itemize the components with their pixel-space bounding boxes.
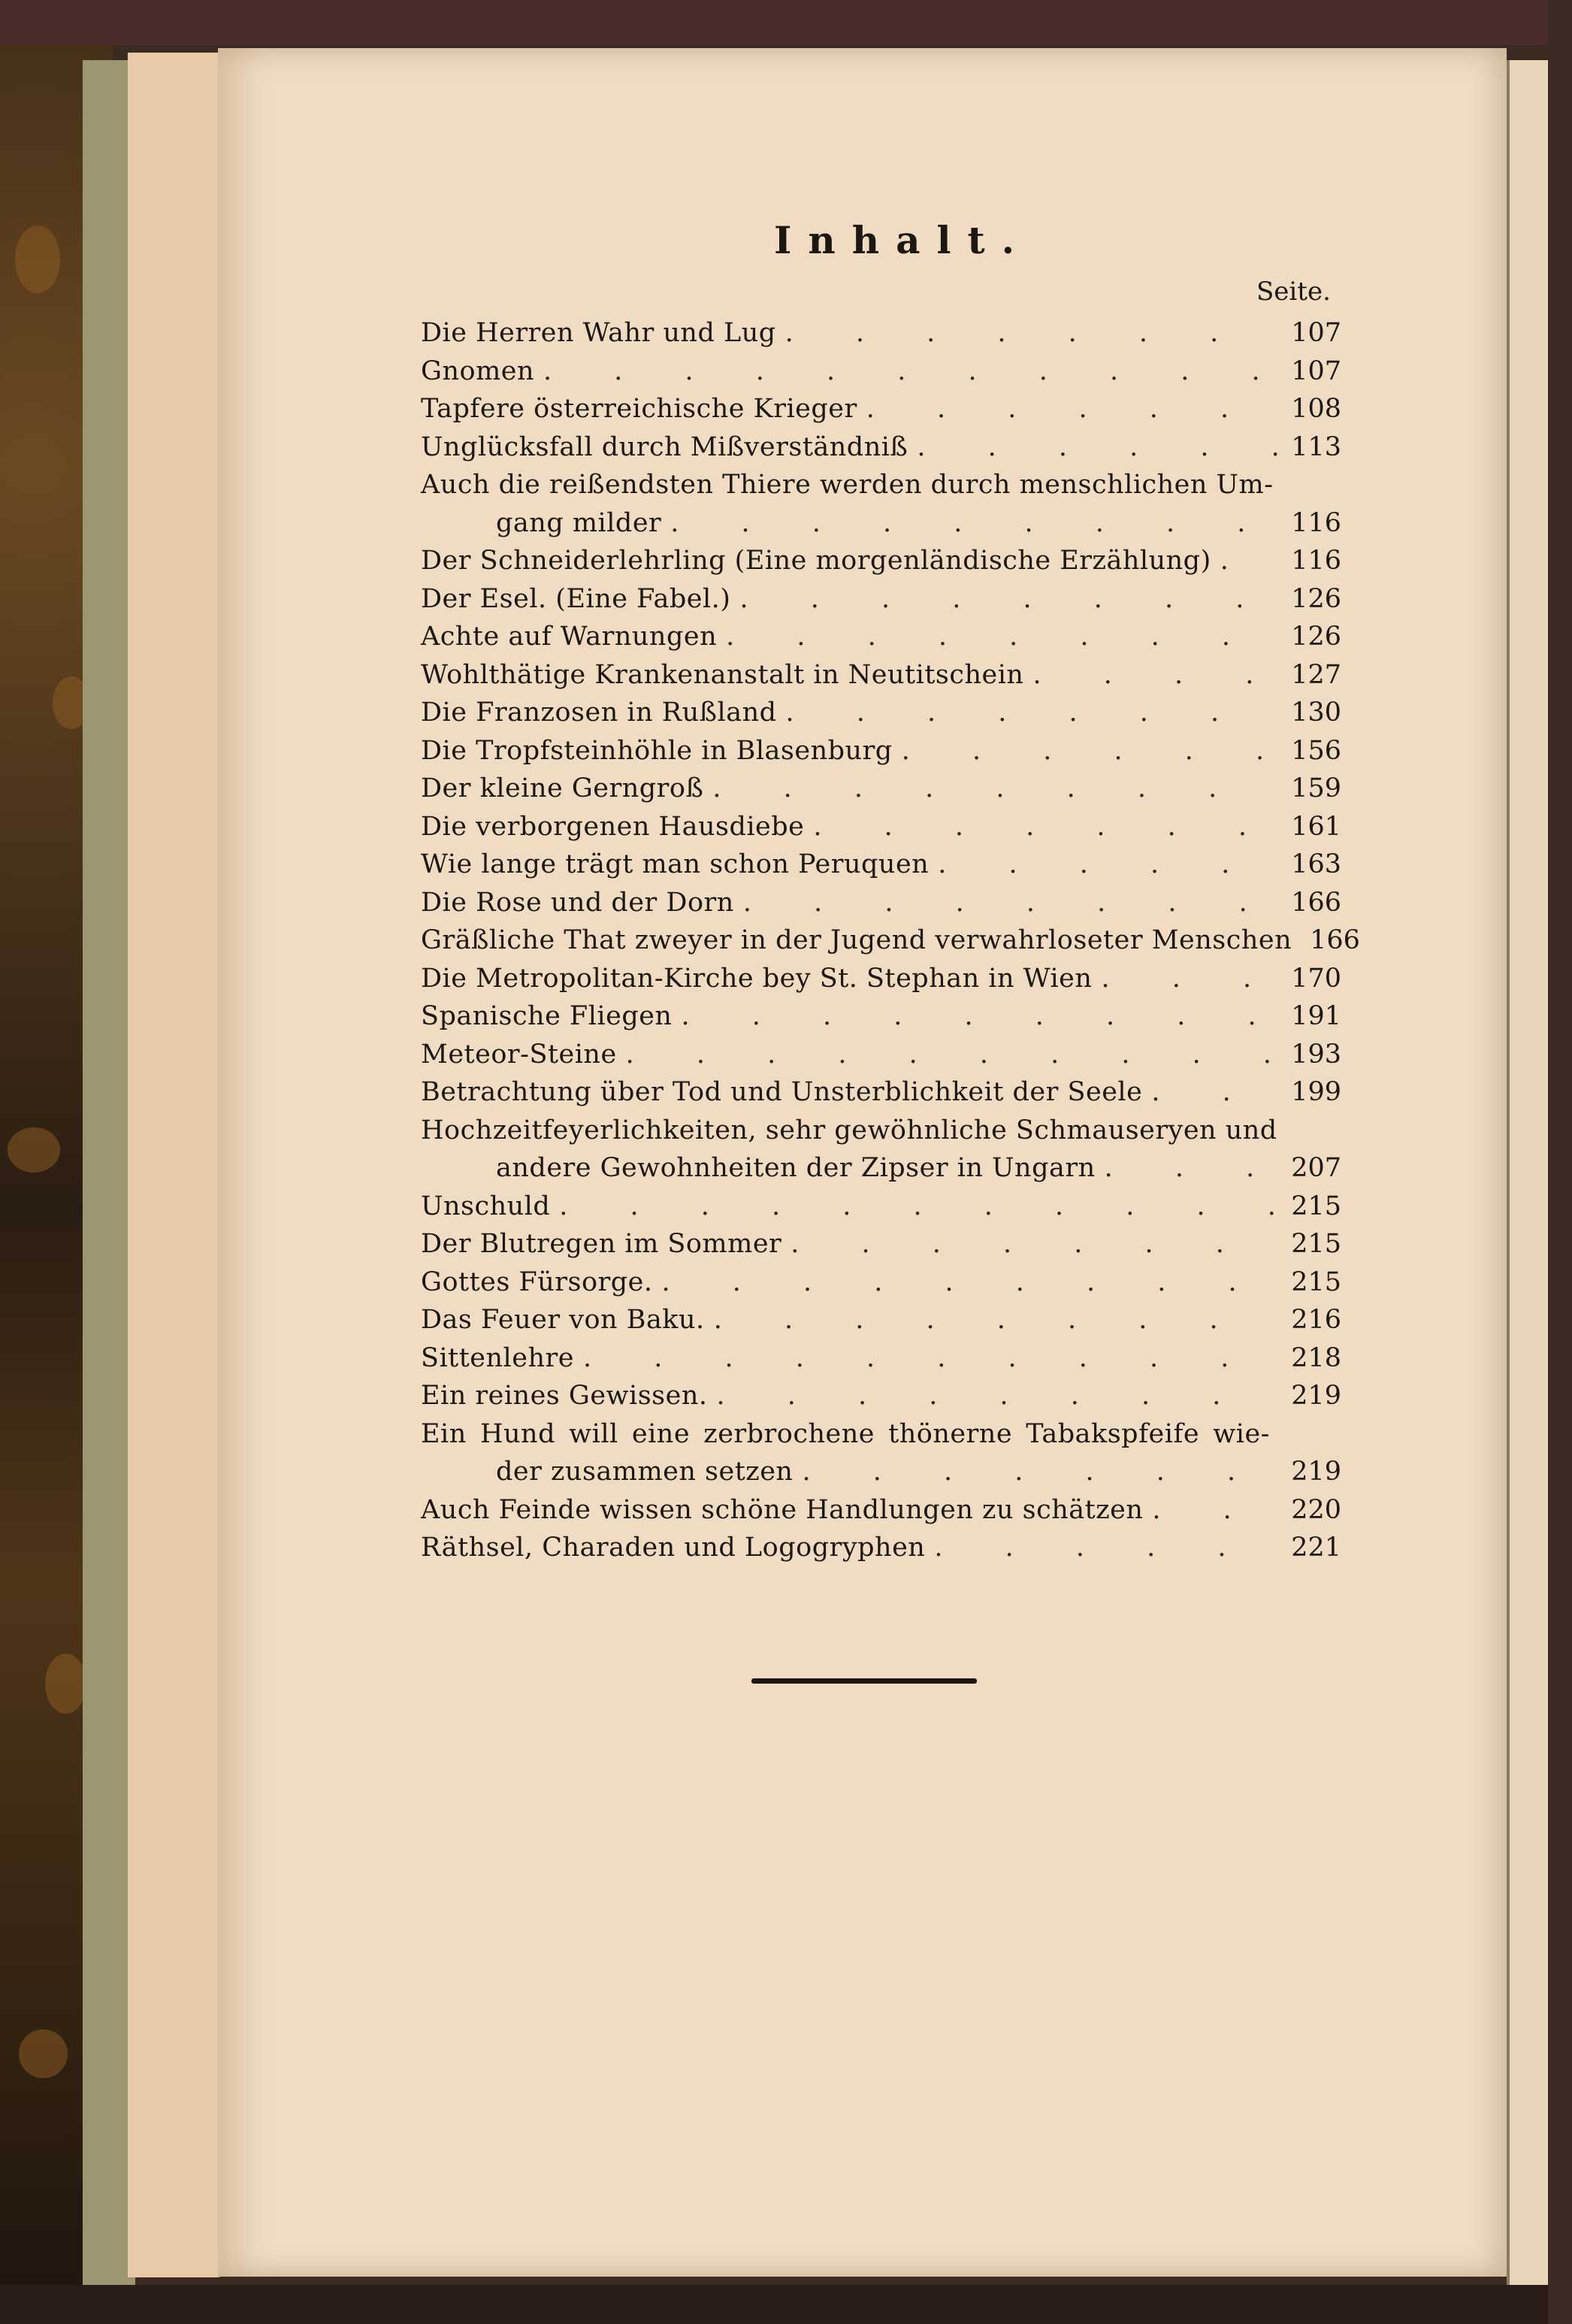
page-title: Inhalt.	[774, 218, 1031, 262]
toc-leader-dots	[712, 770, 1278, 807]
toc-entry-line	[421, 1339, 1341, 1377]
toc-entry-line	[421, 960, 1341, 997]
toc-entry-line	[421, 353, 1341, 390]
toc-page-number: 116	[1291, 546, 1341, 576]
toc-page-number: 107	[1291, 356, 1341, 386]
toc-entry-line	[421, 314, 1341, 352]
toc-page-number: 216	[1291, 1305, 1341, 1335]
toc-entry-line	[421, 770, 1341, 807]
toc-entry-continuation: andere Gewohnheiten der Zipser in Ungarn	[496, 1153, 1096, 1183]
toc-page-number: 108	[1291, 394, 1341, 424]
toc-leader-dots	[1152, 1491, 1278, 1529]
toc-page-number: 191	[1291, 1001, 1341, 1031]
toc-leader-dots	[714, 1301, 1278, 1339]
toc-entry-title: Der Blutregen im Sommer	[421, 1229, 782, 1259]
toc-entry-title: Unschuld	[421, 1191, 551, 1221]
toc-entry-title: Der Schneiderlehrling (Eine morgenländische Erzählung)	[421, 546, 1211, 576]
toc-leader-dots	[802, 1453, 1278, 1490]
toc-entry-title: Die Franzosen in Rußland	[421, 698, 777, 728]
toc-entry-title: Unglücksfall durch Mißverständniß	[421, 431, 908, 462]
toc-entry-line	[421, 428, 1341, 466]
toc-entry-line	[421, 390, 1341, 428]
toc-entry-line	[421, 1301, 1341, 1339]
toc-leader-dots	[938, 846, 1278, 883]
toc-entry-title: Auch die reißendsten Thiere werden durch menschlichen Um-	[421, 470, 1274, 500]
toc-entry-title: Die Rose und der Dorn	[421, 887, 734, 918]
toc-leader-dots	[717, 1377, 1278, 1415]
toc-entry-line	[421, 1073, 1341, 1111]
toc-entry-title: Hochzeitfeyerlichkeiten, sehr gewöhnliche Schmauseryen und	[421, 1115, 1277, 1145]
toc-entry-line	[421, 1188, 1341, 1225]
toc-entry-title: Betrachtung über Tod und Unsterblichkeit der Seele	[421, 1077, 1143, 1107]
toc-leader-dots	[743, 884, 1278, 921]
toc-page-number: 207	[1291, 1153, 1341, 1183]
toc-entry-line	[421, 1529, 1341, 1566]
binding-bottom	[0, 2285, 1572, 2324]
closing-rule	[751, 1678, 977, 1684]
toc-leader-dots	[791, 1225, 1278, 1263]
toc-entry-line	[496, 504, 1341, 542]
toc-entry-title: Räthsel, Charaden und Logogryphen	[421, 1533, 926, 1563]
toc-entry-line	[421, 921, 1360, 959]
toc-entry-title: Die Metropolitan-Kirche bey St. Stephan in Wien	[421, 963, 1093, 994]
toc-leader-dots	[917, 428, 1278, 466]
toc-entry-line	[421, 808, 1341, 846]
toc-leader-dots	[670, 504, 1278, 542]
toc-leader-dots	[543, 353, 1278, 390]
toc-entry-title: Achte auf Warnungen	[421, 622, 718, 652]
cover-marbling	[45, 1654, 86, 1714]
toc-entry-line	[421, 884, 1341, 921]
toc-entry-title: Wohlthätige Krankenanstalt in Neutitschein	[421, 659, 1024, 690]
toc-entry-title: Der kleine Gerngroß	[421, 773, 704, 803]
toc-leader-dots	[662, 1263, 1278, 1301]
toc-entry-title: Ein reines Gewissen.	[421, 1381, 708, 1411]
toc-page-number: 107	[1291, 318, 1341, 348]
page-edge	[158, 53, 190, 2277]
toc-page-number: 215	[1291, 1266, 1341, 1297]
toc-leader-dots	[559, 1188, 1278, 1225]
toc-entry-title: Auch Feinde wissen schöne Handlungen zu schätzen	[421, 1494, 1144, 1525]
binding-top	[0, 0, 1572, 45]
toc-page-number: 215	[1291, 1191, 1341, 1221]
toc-entry-line	[421, 542, 1341, 579]
toc-entry-title: Ein Hund will eine zerbrochene thönerne Tabakspfeife wie-	[421, 1418, 1270, 1449]
toc-entry-title: Das Feuer von Baku.	[421, 1305, 705, 1335]
toc-page-number: 113	[1291, 431, 1341, 462]
toc-page-number: 221	[1291, 1533, 1341, 1563]
toc-page-number: 220	[1291, 1494, 1341, 1525]
toc-entry-title: Meteor-Steine	[421, 1039, 617, 1070]
toc-entry-continuation: der zusammen setzen	[496, 1457, 794, 1487]
toc-leader-dots	[726, 618, 1278, 655]
toc-entry-title: Sittenlehre	[421, 1342, 574, 1373]
toc-page-number: 166	[1291, 887, 1341, 918]
toc-leader-dots	[786, 694, 1278, 731]
toc-entry-line	[496, 1149, 1341, 1187]
cover-marbling	[8, 1127, 60, 1173]
toc-page-number: 126	[1291, 622, 1341, 652]
toc-leader-dots	[1105, 1149, 1278, 1187]
toc-page-number: 218	[1291, 1342, 1341, 1373]
toc-leader-dots	[902, 732, 1278, 770]
toc-entry-line	[421, 580, 1341, 618]
toc-entry-line	[496, 1453, 1341, 1490]
toc-page-number: 126	[1291, 583, 1341, 614]
toc-page-number: 116	[1291, 507, 1341, 538]
toc-entry-title: Die Herren Wahr und Lug	[421, 318, 776, 348]
toc-leader-dots	[681, 997, 1278, 1035]
toc-entry-line	[421, 694, 1341, 731]
toc-page-number: 170	[1291, 963, 1341, 994]
toc-leader-dots	[1220, 542, 1278, 579]
toc-entry-line	[421, 1263, 1341, 1301]
toc-page-number: 215	[1291, 1229, 1341, 1259]
toc-page-number: 130	[1291, 698, 1341, 728]
cover-marbling	[19, 2029, 68, 2078]
toc-page-number: 156	[1291, 735, 1341, 766]
toc-entry-title: Die Tropfsteinhöhle in Blasenburg	[421, 735, 893, 766]
toc-page-number: 159	[1291, 773, 1341, 803]
toc-page-number: 199	[1291, 1077, 1341, 1107]
toc-entry-title: Tapfere österreichische Krieger	[421, 394, 857, 424]
toc-entry-continuation: gang milder	[496, 507, 662, 538]
toc-leader-dots	[1101, 960, 1278, 997]
toc-entry-line	[421, 997, 1341, 1035]
book-cover-right	[1548, 0, 1572, 2324]
toc-entry-line	[421, 1377, 1341, 1415]
toc-leader-dots	[739, 580, 1278, 618]
toc-entry-line	[421, 1491, 1341, 1529]
toc-entry-line	[421, 846, 1341, 883]
toc-page-number: 219	[1291, 1381, 1341, 1411]
toc-entry-line	[421, 1112, 1277, 1149]
toc-page-number: 127	[1291, 659, 1341, 690]
toc-entry-title: Gräßliche That zweyer in der Jugend verwahrloseter Menschen	[421, 925, 1292, 955]
toc-page-number: 219	[1291, 1457, 1341, 1487]
toc-leader-dots	[934, 1529, 1278, 1566]
toc-page-number: 163	[1291, 849, 1341, 879]
toc-page-number: 166	[1310, 925, 1360, 955]
toc-entry-title: Gnomen	[421, 356, 535, 386]
toc-entry-line	[421, 1036, 1341, 1073]
toc-leader-dots	[626, 1036, 1278, 1073]
page-edge	[188, 53, 220, 2277]
page-column-header: Seite.	[1256, 277, 1331, 307]
toc-leader-dots	[785, 314, 1278, 352]
toc-entry-title: Gottes Fürsorge.	[421, 1266, 653, 1297]
toc-page-number: 161	[1291, 811, 1341, 842]
toc-leader-dots	[583, 1339, 1278, 1377]
toc-entry-title: Der Esel. (Eine Fabel.)	[421, 583, 731, 614]
toc-entry-title: Wie lange trägt man schon Peruquen	[421, 849, 930, 879]
toc-leader-dots	[813, 808, 1278, 846]
page-edge	[128, 53, 160, 2277]
toc-entry-title: Spanische Fliegen	[421, 1001, 673, 1031]
toc-leader-dots	[1032, 656, 1278, 694]
cover-marbling	[15, 225, 60, 293]
toc-page-number: 193	[1291, 1039, 1341, 1070]
toc-entry-line	[421, 1415, 1270, 1453]
toc-entry-title: Die verborgenen Hausdiebe	[421, 811, 805, 842]
toc-entry-line	[421, 1225, 1341, 1263]
toc-leader-dots	[1151, 1073, 1278, 1111]
toc-leader-dots	[866, 390, 1278, 428]
toc-entry-line	[421, 466, 1274, 504]
toc-entry-line	[421, 618, 1341, 655]
toc-entry-line	[421, 656, 1341, 694]
toc-entry-line	[421, 732, 1341, 770]
